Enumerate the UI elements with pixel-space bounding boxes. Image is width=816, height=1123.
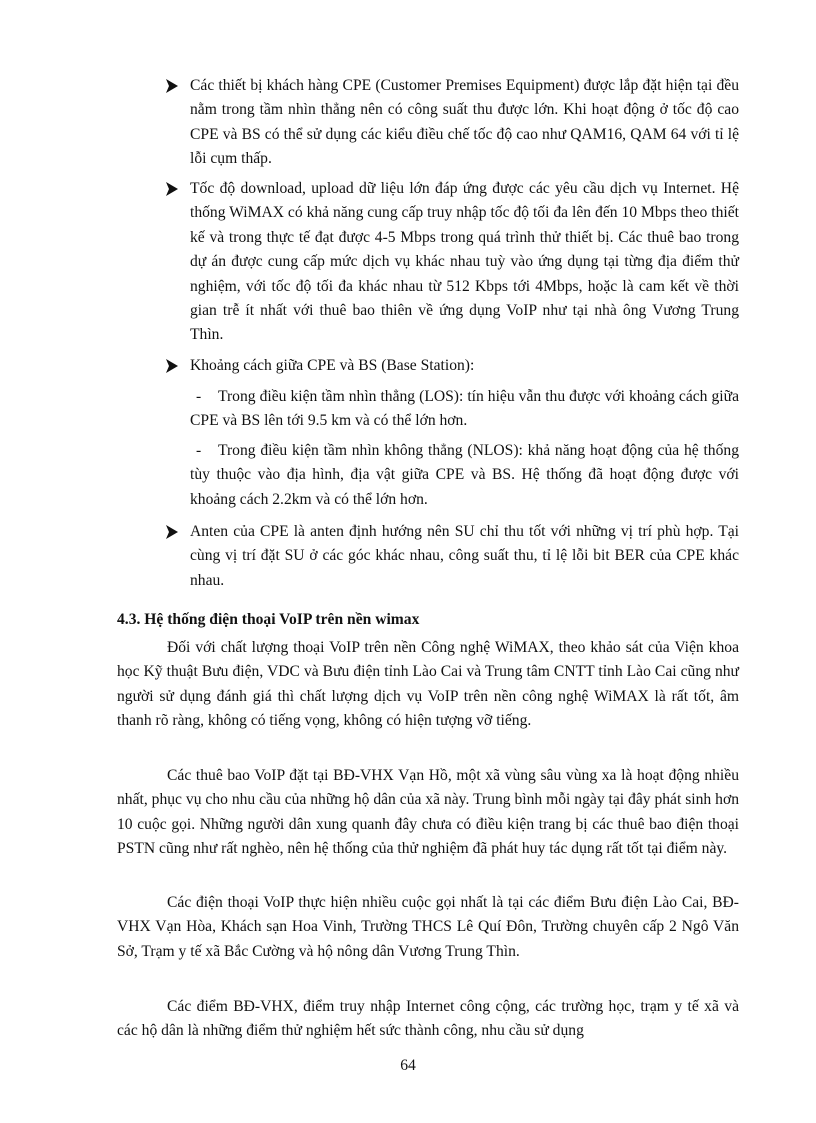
bullet-text: Khoảng cách giữa CPE và BS (Base Station):	[190, 357, 475, 374]
bullet-item	[163, 354, 739, 378]
dash-marker: -	[196, 442, 202, 459]
dash-marker: -	[196, 388, 202, 405]
body-paragraph: Các điểm BĐ-VHX, điểm truy nhập Internet công cộng, các trường học, trạm y tế xã và các hộ dân là những điểm thử nghiệm hết sức thành công, nhu cầu sử dụng	[117, 998, 739, 1040]
body-paragraph: Các điện thoại VoIP thực hiện nhiều cuộc gọi nhất là tại các điểm Bưu điện Lào Cai, BĐ-VHX Vạn Hòa, Khách sạn Hoa Vinh, Trường THCS Lê Quí Đôn, Trường chuyên cấp 2 Ngô Văn Sở, Trạm y tế xã Bắc Cường và hộ nông dân Vương Trung Thìn.	[117, 894, 739, 960]
page-number: 64	[400, 1057, 416, 1074]
arrow-bullet-icon	[163, 520, 181, 544]
dash-list-item	[190, 385, 739, 434]
bullet-item	[163, 74, 739, 172]
arrow-bullet-icon	[163, 177, 181, 201]
arrow-bullet-icon	[163, 354, 181, 378]
section-heading: 4.3. Hệ thống điện thoại VoIP trên nền wimax	[117, 611, 420, 628]
bullet-text: Anten của CPE là anten định hướng nên SU chỉ thu tốt với những vị trí phù hợp. Tại cùng vị trí đặt SU ở các góc khác nhau, công suất thu, tỉ lệ lỗi bit BER của CPE khác nhau.	[190, 523, 739, 589]
bullet-item	[163, 520, 739, 593]
arrow-bullet-icon	[163, 74, 181, 98]
dash-item-text: Trong điều kiện tầm nhìn không thẳng (NLOS): khả năng hoạt động của hệ thống tùy thuộc vào địa hình, địa vật giữa CPE và BS. Hệ thống đã hoạt động được với khoảng cách 2.2km và có thể lớn hơn.	[190, 442, 739, 508]
bullet-text: Tốc độ download, upload dữ liệu lớn đáp ứng được các yêu cầu dịch vụ Internet. Hệ thống WiMAX có khả năng cung cấp truy nhập tốc độ tối đa lên đến 10 Mbps theo thiết kế và trong thực tế đạt được 4-5 Mbps trong quá trình thử thiết bị. Các thuê bao trong dự án được cung cấp mức dịch vụ khác nhau tuỳ vào ứng dụng tại từng địa điểm thử nghiệm, với tốc độ tối đa khác nhau từ 512 Kbps tới 4Mbps, hoặc là cam kết về thời gian trễ ít nhất với thuê bao thiên về ứng dụng VoIP như tại nhà ông Vương Trung Thìn.	[190, 180, 739, 344]
bullet-item	[163, 177, 739, 348]
dash-item-text: Trong điều kiện tầm nhìn thẳng (LOS): tín hiệu vẫn thu được với khoảng cách giữa CPE và BS lên tới 9.5 km và có thể lớn hơn.	[190, 388, 739, 430]
body-paragraph: Các thuê bao VoIP đặt tại BĐ-VHX Vạn Hồ, một xã vùng sâu vùng xa là hoạt động nhiều nhất, phục vụ cho nhu cầu của những hộ dân của xã này. Trung bình mỗi ngày tại đây phát sinh hơn 10 cuộc gọi. Những người dân xung quanh đây chưa có điều kiện trang bị các thuê bao điện thoại PSTN cũng như rất nghèo, nên hệ thống của thử nghiệm đã phát huy tác dụng rất tốt tại điểm này.	[117, 767, 739, 858]
bullet-text: Các thiết bị khách hàng CPE (Customer Premises Equipment) được lắp đặt hiện tại đều nằm trong tầm nhìn thẳng nên có công suất thu được lớn. Khi hoạt động ở tốc độ cao CPE và BS có thể sử dụng các kiểu điều chế tốc độ cao như QAM16, QAM 64 với tỉ lệ lỗi cụm thấp.	[190, 77, 739, 168]
dash-list-item	[190, 439, 739, 512]
body-paragraph: Đối với chất lượng thoại VoIP trên nền Công nghệ WiMAX, theo khảo sát của Viện khoa học Kỹ thuật Bưu điện, VDC và Bưu điện tỉnh Lào Cai và Trung tâm CNTT tỉnh Lào Cai cũng như người sử dụng đánh giá thì chất lượng dịch vụ VoIP trên nền công nghệ WiMAX là rất tốt, âm thanh rõ ràng, không có tiếng vọng, không có hiện tượng vỡ tiếng.	[117, 639, 739, 730]
